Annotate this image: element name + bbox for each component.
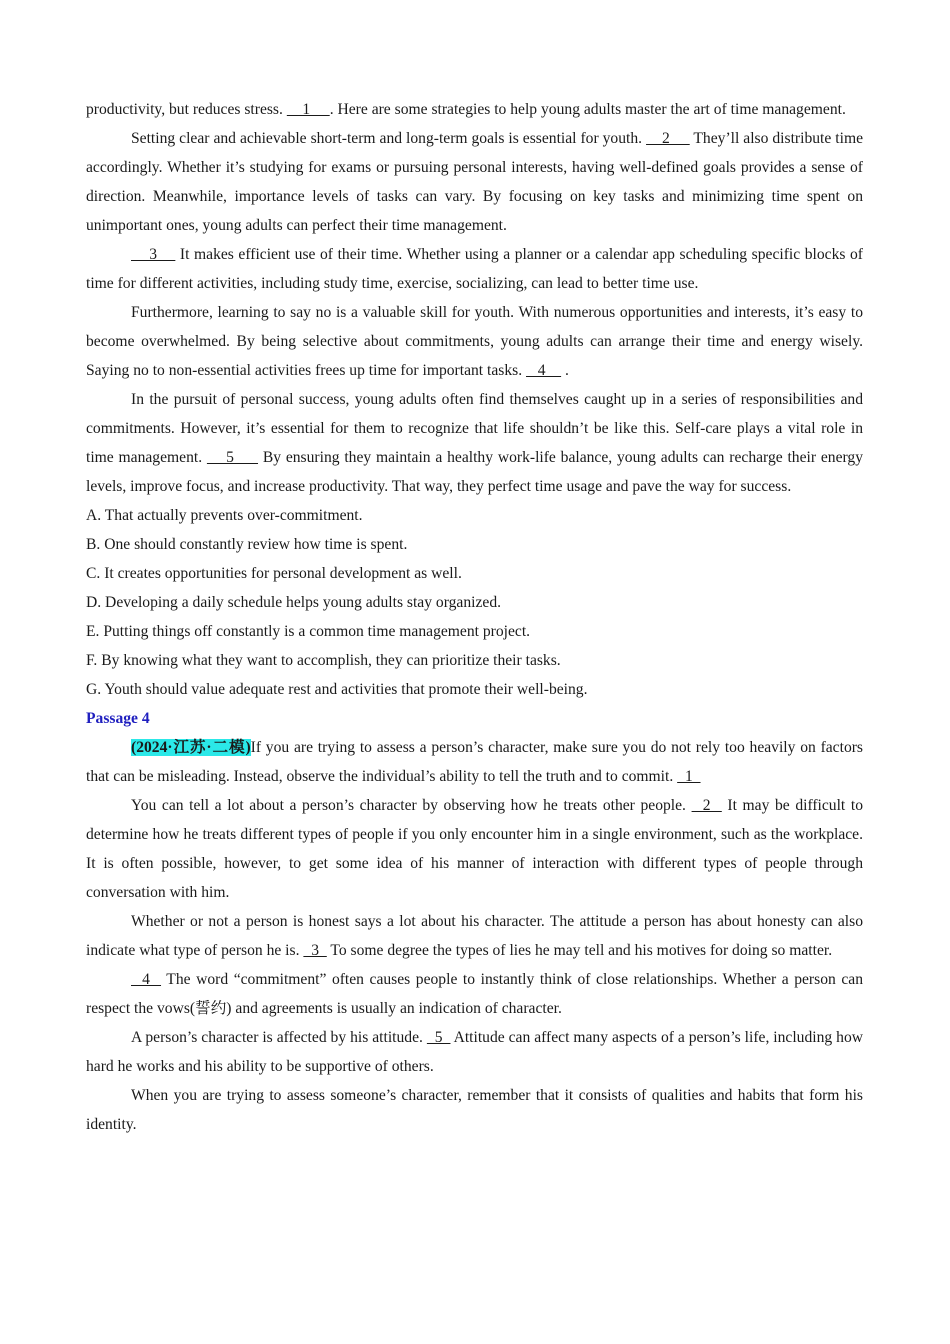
option-c: C. It creates opportunities for personal development as well. (86, 565, 462, 582)
blank-2: 2 (691, 797, 722, 814)
option-b: B. One should constantly review how time is spent. (86, 536, 408, 553)
option-e: E. Putting things off constantly is a common time management project. (86, 623, 531, 640)
p3-paragraph-2: 3 It makes efficient use of their time. Whether using a planner or a calendar app scheduling specific blocks of time for different activities, including study time, exercise, socializing, can lead to better time use. (86, 246, 864, 292)
p3-paragraph-1: Setting clear and achievable short-term and long-term goals is essential for youth. 2 They’ll also distribute time accordingly. Whether it’s studying for exams or pursuing personal interests, having well-defined goals provides a sense of direction. Meanwhile, importance levels of tasks can vary. By focusing on key tasks and minimizing time spent on unimportant ones, young adults can perfect their time management. (86, 130, 863, 234)
p4-paragraph-2: Whether or not a person is honest says a lot about his character. The attitude a person has about honesty can also indicate what type of person he is. 3 To some degree the types of lies he may tell and his motives for doing so matter. (86, 913, 863, 959)
p4-paragraph-3: 4 The word “commitment” often causes people to instantly think of close relationships. Whether a person can respect the vows(誓约) and agreements is usually an indication of character. (86, 971, 863, 1017)
document-page (86, 95, 863, 1139)
p4-paragraph-5: When you are trying to assess someone’s character, remember that it consists of qualities and habits that form his identity. (86, 1087, 863, 1133)
blank-2: 2 (646, 130, 690, 147)
blank-1: 1 (286, 101, 330, 118)
blank-5: 5 (426, 1029, 451, 1046)
blank-3: 3 (131, 246, 176, 263)
blank-3: 3 (303, 942, 327, 959)
blank-1: 1 (677, 768, 701, 785)
p3-paragraph-4: In the pursuit of personal success, young adults often find themselves caught up in a series of responsibilities and commitments. However, it’s essential for them to recognize that life shouldn’t be like this. Self-care plays a vital role in time management. 5 By ensuring they maintain a healthy work-life balance, young adults can recharge their energy levels, improve focus, and increase productivity. That way, they perfect time usage and pave the way for success. (86, 391, 864, 495)
p3-paragraph-3: Furthermore, learning to say no is a valuable skill for youth. With numerous opportunities and interests, it’s easy to become overwhelmed. By being selective about commitments, young adults can arrange their time and energy wisely. Saying no to non-essential activities frees up time for important tasks. 4 . (86, 304, 863, 379)
blank-4: 4 (526, 362, 562, 379)
passage-4-heading: Passage 4 (86, 710, 150, 727)
option-a: A. That actually prevents over-commitment. (86, 507, 363, 524)
option-d: D. Developing a daily schedule helps young adults stay organized. (86, 594, 502, 611)
source-tag: (2024·江苏·二模) (131, 739, 251, 756)
p3-paragraph-0: productivity, but reduces stress. 1 . Here are some strategies to help young adults master the art of time management. (86, 101, 846, 118)
p4-paragraph-1: You can tell a lot about a person’s character by observing how he treats other people. 2 It may be difficult to determine how he treats different types of people if you only encounter him in a single environment, such as the workplace. It is often possible, however, to get some idea of his manner of interaction with different types of people through conversation with him. (86, 797, 864, 901)
option-f: F. By knowing what they want to accomplish, they can prioritize their tasks. (86, 652, 561, 669)
option-g: G. Youth should value adequate rest and activities that promote their well-being. (86, 681, 588, 698)
blank-5: 5 (206, 449, 259, 466)
p4-paragraph-4: A person’s character is affected by his attitude. 5 Attitude can affect many aspects of a person’s life, including how hard he works and his ability to be supportive of others. (86, 1029, 864, 1075)
blank-4: 4 (131, 971, 162, 988)
p4-paragraph-0: (2024·江苏·二模)If you are trying to assess a person’s character, make sure you do not rely too heavily on factors that can be misleading. Instead, observe the individual’s ability to tell the truth and to commit. 1 (86, 739, 863, 785)
